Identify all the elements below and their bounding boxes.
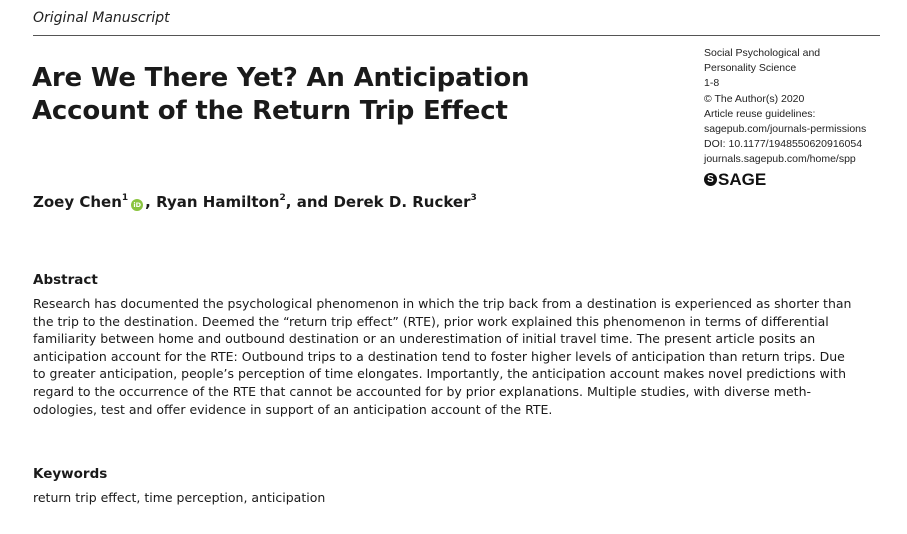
article-title <box>32 62 632 128</box>
author-affiliation-2: 2 <box>279 193 286 203</box>
journal-meta <box>704 46 894 190</box>
title-line-2: Account of the Return Trip Effect <box>32 96 508 126</box>
abstract-body <box>33 295 893 418</box>
abstract-line: regard to the occurrence of the RTE that cannot be accounted for by prior explanations. Multiple studies, with diverse meth- <box>33 383 811 399</box>
author-affiliation-1: 1 <box>121 193 129 203</box>
page-range: 1-8 <box>704 77 720 90</box>
author-affiliation-3: 3 <box>470 193 477 203</box>
orcid-icon[interactable]: iD <box>131 199 143 211</box>
author-separator-2: , and <box>285 193 334 211</box>
journal-name-line-1: Social Psychological and <box>704 47 821 59</box>
permissions-link[interactable]: sagepub.com/journals-permissions <box>704 123 867 136</box>
title-line-1: Are We There Yet? An Anticipation <box>32 63 530 93</box>
abstract-line: Research has documented the psychological phenomenon in which the trip back from a destination is experienced as shorter than <box>33 296 852 311</box>
keywords-heading: Keywords <box>33 466 108 482</box>
section-label: Original Manuscript <box>33 10 170 26</box>
doi[interactable]: DOI: 10.1177/1948550620916054 <box>704 138 863 151</box>
reuse-label: Article reuse guidelines: <box>704 107 816 120</box>
journal-url[interactable]: journals.sagepub.com/home/spp <box>704 153 856 166</box>
copyright: © The Author(s) 2020 <box>704 92 805 105</box>
author-name-3: Derek D. Rucker <box>333 193 471 211</box>
author-list <box>33 191 477 213</box>
author-separator-1: , <box>145 193 157 211</box>
author-name-2: Ryan Hamilton <box>156 193 280 211</box>
sage-logo-text: SAGE <box>718 169 767 189</box>
sage-logo <box>704 170 894 190</box>
abstract-line: the trip to the destination. Deemed the “return trip effect” (RTE), prior work explained this phenomenon in terms of differential <box>33 313 829 329</box>
abstract-heading: Abstract <box>33 272 98 288</box>
sage-logo-icon: S <box>704 173 717 186</box>
keywords-text: return trip effect, time perception, anticipation <box>33 490 326 505</box>
top-rule <box>33 35 880 36</box>
abstract-line: odologies, test and offer evidence in support of an anticipation account of the RTE. <box>33 401 553 417</box>
abstract-line: anticipation account for the RTE: Outbound trips to a destination tend to foster higher levels of anticipation than return trips. Due <box>33 348 845 364</box>
abstract-line: familiarity between home and outbound destination or an underestimation of initial travel time. The present article posits an <box>33 331 816 347</box>
journal-name-line-2: Personality Science <box>704 62 797 75</box>
author-name-1: Zoey Chen <box>33 193 122 211</box>
abstract-line: to greater anticipation, people’s perception of time elongates. Importantly, the anticipation account makes novel predictions with <box>33 366 847 382</box>
